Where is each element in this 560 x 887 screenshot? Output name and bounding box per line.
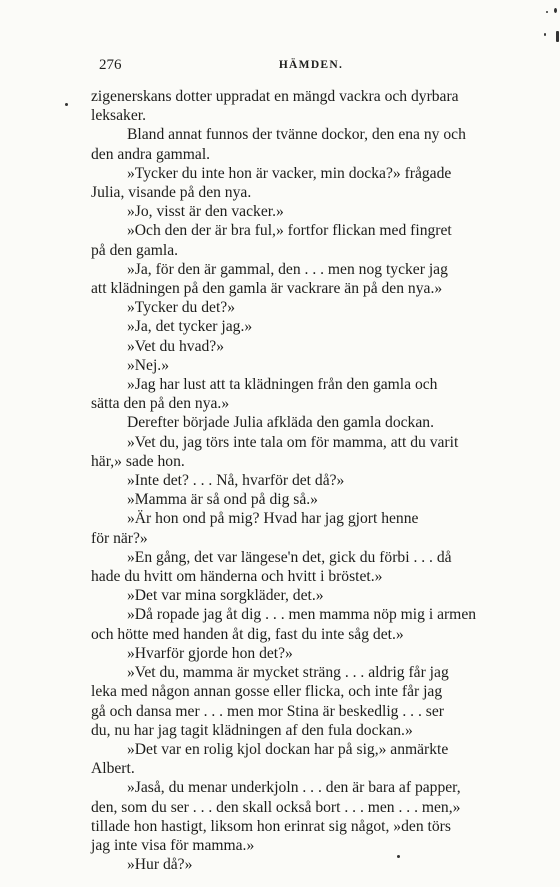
print-speck (397, 855, 400, 858)
running-title: HÄMDEN. (278, 59, 344, 71)
page-edge-marks (530, 0, 560, 45)
print-speck (65, 103, 68, 106)
paragraph: »Vet du, jag törs inte tala om för mamma, att du varit här,» sade hon. (91, 433, 459, 470)
paragraph: »Är hon ond på mig? Hvad har jag gjort henne för när?» (91, 510, 419, 547)
body-text (91, 87, 529, 874)
paragraph: »Hur då?» (127, 856, 193, 874)
paragraph: »En gång, det var längese'n det, gick du förbi . . . då hade du hvitt om händerna och hvitt i bröstet.» (91, 548, 452, 586)
paragraph: »Ja, det tycker jag.» (127, 318, 253, 336)
paragraph: »Och den der är bra ful,» fortfor flickan med fingret på den gamla. (91, 222, 452, 259)
paragraph: »Jo, visst är den vacker.» (127, 203, 284, 221)
paragraph: »Inte det? . . . Nå, hvarför det då?» (127, 472, 345, 490)
paragraph: zigenerskans dotter uppradat en mängd vackra och dyrbara leksaker. (91, 88, 459, 125)
paragraph: Derefter började Julia afkläda den gamla dockan. (127, 414, 434, 432)
paragraph: »Tycker du inte hon är vacker, min docka?» frågade Julia, visande på den nya. (91, 164, 452, 202)
paragraph: »Nej.» (127, 356, 170, 374)
paragraph: »Då ropade jag åt dig . . . men mamma nöp mig i armen och hötte med handen åt dig, fast du inte såg det.» (91, 606, 477, 643)
paragraph: »Jag har lust att ta klädningen från den gamla och sätta den på den nya.» (91, 376, 438, 413)
paragraph: »Ja, för den är gammal, den . . . men nog tycker jag att klädningen på den gamla är vackrare än på den nya.» (91, 260, 448, 298)
paragraph: »Jaså, du menar underkjoln . . . den är bara af papper, den, som du ser . . . den skall också bort . . . men . . . men,» tillade hon hastigt, liksom hon erinrat sig något, »den törs jag inte visa för mamma.» (91, 779, 461, 854)
paragraph: »Mamma är så ond på dig så.» (127, 491, 318, 509)
paragraph: »Tycker du det?» (127, 299, 236, 317)
page-number: 276 (99, 57, 122, 73)
paragraph: »Hvarför gjorde hon det?» (127, 644, 293, 662)
paragraph: »Vet du, mamma är mycket sträng . . . aldrig får jag leka med någon annan gosse eller flicka, och inte får jag gå och dansa mer . . . men mor Stina är beskedlig . . . ser du, nu har jag tagit klädningen af den fula dockan.» (91, 664, 449, 739)
paragraph: »Det var mina sorgkläder, det.» (127, 587, 324, 605)
paragraph: »Vet du hvad?» (127, 337, 225, 355)
page-header (93, 57, 529, 77)
paragraph: Bland annat funnos der tvänne dockor, den ena ny och den andra gammal. (91, 126, 466, 163)
paragraph: »Det var en rolig kjol dockan har på sig,» anmärkte Albert. (91, 740, 449, 778)
